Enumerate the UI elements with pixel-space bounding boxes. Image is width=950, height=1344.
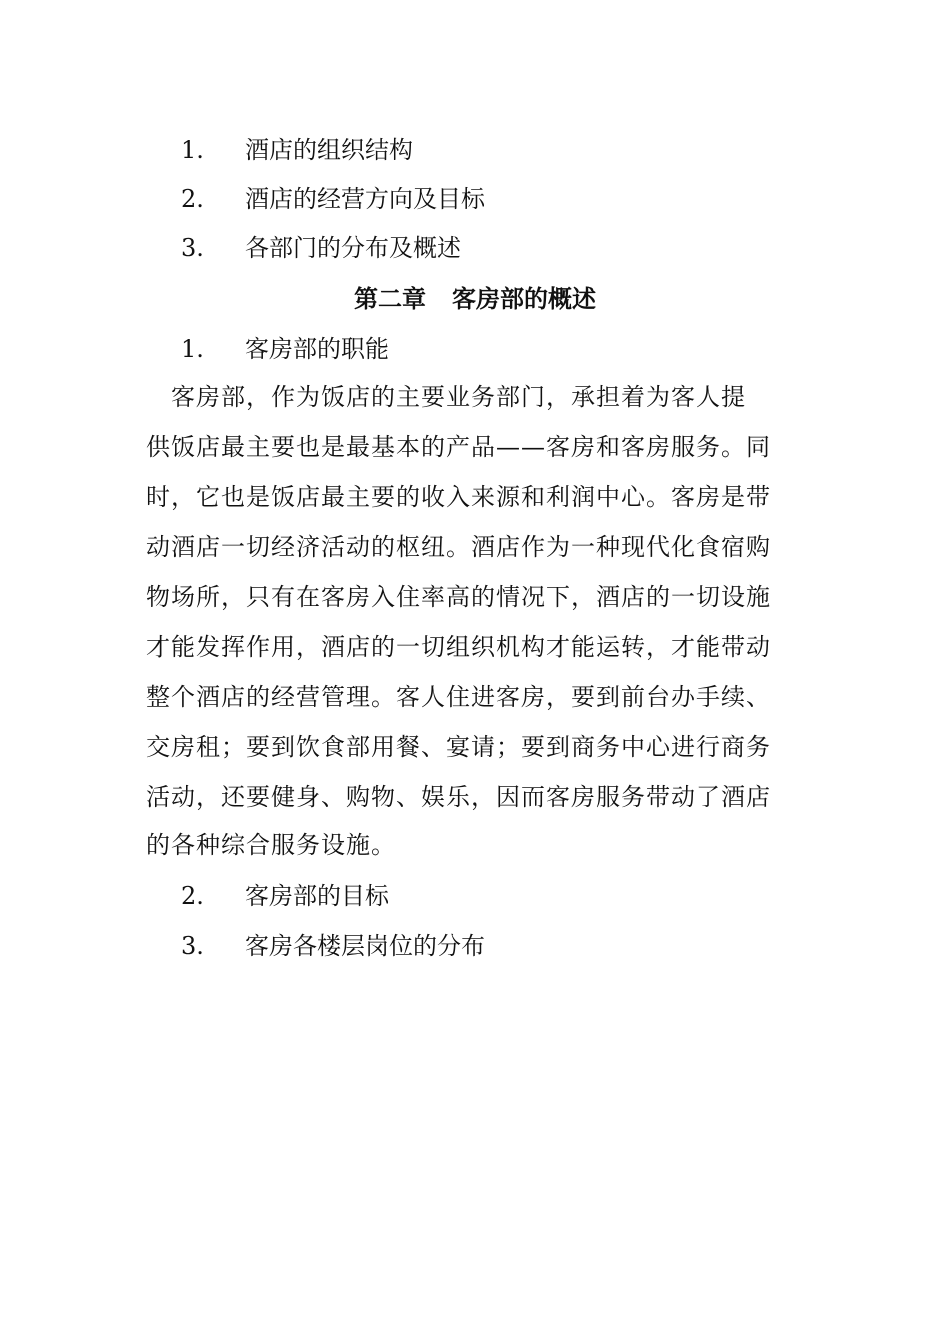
paragraph-line: 动酒店一切经济活动的枢纽。酒店作为一种现代化食宿购 xyxy=(146,533,771,561)
paragraph-line: 整个酒店的经营管理。客人住进客房，要到前台办手续、 xyxy=(146,683,771,711)
list-item-number: 3. xyxy=(181,932,204,960)
paragraph-line: 物场所，只有在客房入住率高的情况下，酒店的一切设施 xyxy=(146,583,771,611)
list-item-number: 2. xyxy=(181,882,204,910)
paragraph-line: 活动，还要健身、购物、娱乐，因而客房服务带动了酒店 xyxy=(146,783,771,811)
section-title: 客房部的职能 xyxy=(245,335,389,363)
list-item-number: 3. xyxy=(181,234,204,262)
paragraph-line: 时，它也是饭店最主要的收入来源和利润中心。客房是带 xyxy=(146,483,771,511)
list-item-text: 客房部的目标 xyxy=(245,882,389,910)
paragraph-line: 客房部，作为饭店的主要业务部门，承担着为客人提 xyxy=(146,383,746,411)
paragraph-line: 交房租；要到饮食部用餐、宴请；要到商务中心进行商务 xyxy=(146,733,771,761)
list-item-text: 酒店的组织结构 xyxy=(245,136,413,164)
section-number: 1. xyxy=(181,335,204,363)
list-item-number: 2. xyxy=(181,185,204,213)
list-item-text: 各部门的分布及概述 xyxy=(245,234,461,262)
chapter-title: 客房部的概述 xyxy=(452,284,596,313)
list-item-text: 酒店的经营方向及目标 xyxy=(245,185,485,213)
paragraph-line: 供饭店最主要也是最基本的产品——客房和客房服务。同 xyxy=(146,433,771,461)
list-item-number: 1. xyxy=(181,136,204,164)
chapter-label: 第二章 xyxy=(354,284,426,313)
paragraph-line: 的各种综合服务设施。 xyxy=(146,831,396,859)
paragraph-line: 才能发挥作用，酒店的一切组织机构才能运转，才能带动 xyxy=(146,633,771,661)
chapter-heading xyxy=(0,284,950,314)
list-item-text: 客房各楼层岗位的分布 xyxy=(245,932,485,960)
